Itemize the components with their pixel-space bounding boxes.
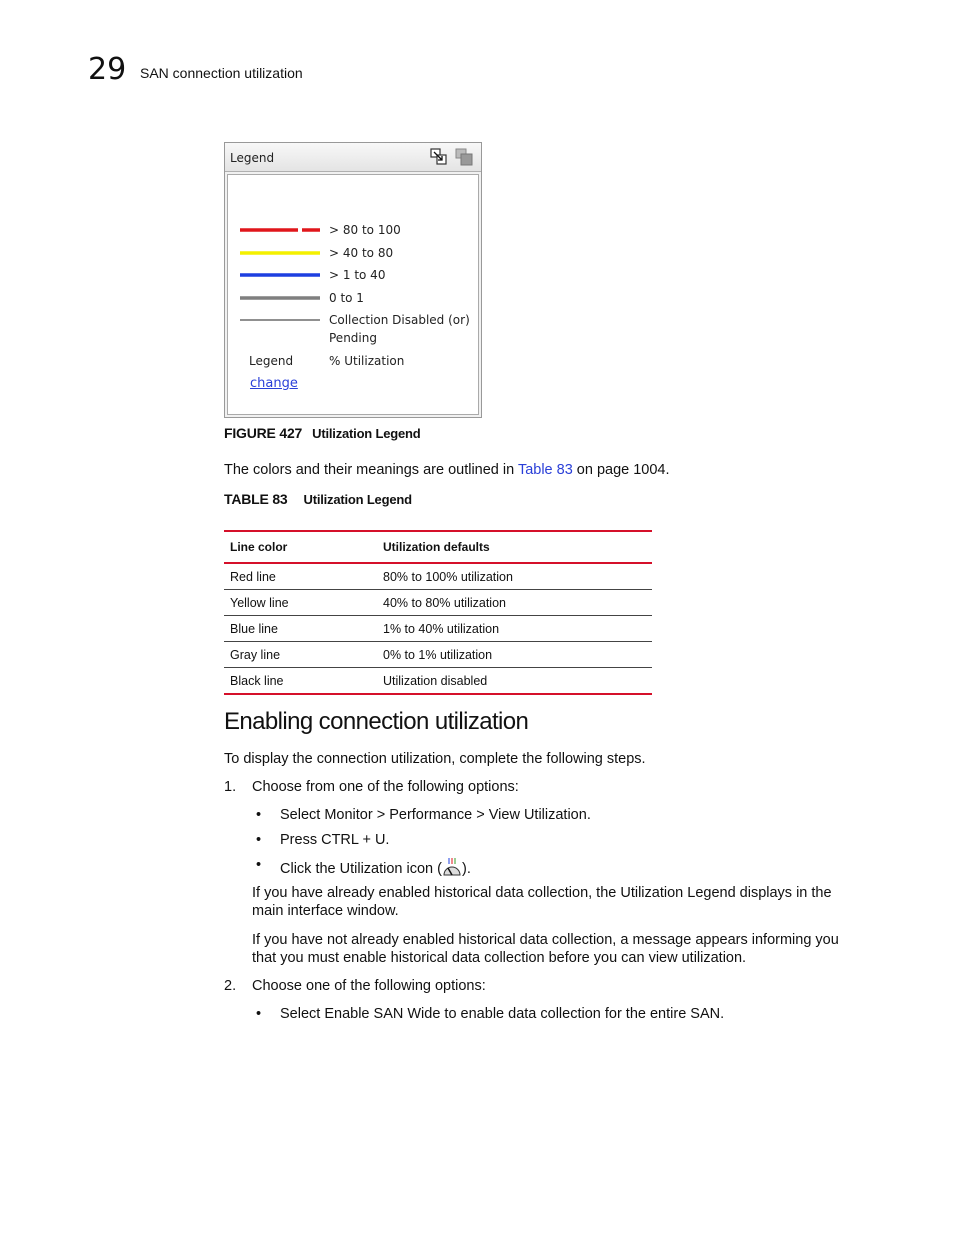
ui-menu-item: Enable SAN Wide — [324, 1006, 441, 1022]
table-row — [224, 563, 652, 590]
table-cell: 40% to 80% utilization — [377, 590, 652, 616]
utilization-legend-panel — [224, 142, 482, 418]
black-line-swatch — [240, 317, 320, 323]
legend-header — [225, 143, 481, 172]
step-2-number: 2. — [224, 978, 237, 994]
section-heading: Enabling connection utilization — [224, 708, 529, 735]
bullet-icon: • — [256, 832, 262, 848]
bullet-icon: • — [256, 807, 262, 823]
table-cell: Blue line — [224, 616, 377, 642]
utilization-legend-table — [224, 530, 652, 695]
legend-footer-right: % Utilization — [329, 354, 405, 368]
bullet-item — [256, 807, 591, 823]
bullet-text: . — [385, 832, 390, 848]
intro-text-before: The colors and their meanings are outlined in — [224, 462, 518, 478]
utilization-icon — [442, 857, 462, 881]
legend-label-black-2: Pending — [329, 331, 377, 345]
bullet-icon: • — [256, 857, 262, 873]
table-cell: Red line — [224, 563, 377, 590]
table-row — [224, 668, 652, 695]
column-header: Utilization defaults — [377, 531, 652, 563]
table-cell: Yellow line — [224, 590, 377, 616]
legend-title: Legend — [230, 151, 275, 165]
bullet-text: ). — [461, 861, 471, 877]
bullet-text: Select — [280, 807, 325, 823]
table-header-row — [224, 531, 652, 563]
chapter-title: SAN connection utilization — [140, 65, 303, 81]
table-cell: Utilization disabled — [377, 668, 652, 695]
paragraph-2-line-1: If you have not already enabled historical data collection, a message appears informing you — [252, 932, 839, 948]
figure-label: FIGURE 427 — [224, 425, 303, 441]
bullet-item — [256, 1006, 725, 1022]
restore-icon[interactable] — [455, 148, 473, 166]
table-cell: 80% to 100% utilization — [377, 563, 652, 590]
table-label: TABLE 83 — [224, 491, 288, 507]
table-caption-text: Utilization Legend — [303, 492, 412, 507]
table-cell: Gray line — [224, 642, 377, 668]
section-intro: To display the connection utilization, complete the following steps. — [224, 751, 646, 767]
legend-body — [227, 174, 479, 415]
bullet-text: Click the Utilization icon ( — [280, 861, 442, 877]
table-row — [224, 616, 652, 642]
bullet-text: Select — [280, 1006, 325, 1022]
intro-paragraph — [224, 462, 670, 478]
legend-label-blue: > 1 to 40 — [329, 268, 386, 282]
legend-label-red: > 80 to 100 — [329, 223, 401, 237]
undock-icon[interactable] — [430, 148, 448, 166]
figure-caption — [224, 425, 420, 441]
bullet-item — [256, 857, 471, 881]
red-line-swatch — [240, 227, 320, 233]
change-link[interactable]: change — [250, 376, 298, 391]
table-cell: 1% to 40% utilization — [377, 616, 652, 642]
paragraph-1-line-1: If you have already enabled historical data collection, the Utilization Legend displays in the — [252, 885, 832, 901]
yellow-line-swatch — [240, 250, 320, 256]
table-row — [224, 590, 652, 616]
table-cell: 0% to 1% utilization — [377, 642, 652, 668]
legend-label-gray: 0 to 1 — [329, 291, 364, 305]
table-row — [224, 642, 652, 668]
paragraph-1-line-2: main interface window. — [252, 903, 399, 919]
gray-line-swatch — [240, 295, 320, 301]
bullet-text: . — [586, 807, 591, 823]
ui-shortcut: CTRL + U — [321, 832, 386, 848]
bullet-text: Press — [280, 832, 322, 848]
legend-label-black: Collection Disabled (or) — [329, 313, 470, 327]
chapter-number: 29 — [88, 52, 127, 87]
figure-caption-text: Utilization Legend — [312, 426, 421, 441]
step-1-text: Choose from one of the following options: — [252, 779, 519, 795]
legend-label-yellow: > 40 to 80 — [329, 246, 394, 260]
bullet-text: to enable data collection for the entire SAN. — [440, 1006, 725, 1022]
blue-line-swatch — [240, 272, 320, 278]
ui-menu-path: Monitor > Performance > View Utilization — [324, 807, 587, 823]
table-cell: Black line — [224, 668, 377, 695]
paragraph-2-line-2: that you must enable historical data collection before you can view utilization. — [252, 950, 747, 966]
column-header: Line color — [224, 531, 377, 563]
step-1-number: 1. — [224, 779, 237, 795]
step-2-text: Choose one of the following options: — [252, 978, 486, 994]
bullet-icon: • — [256, 1006, 262, 1022]
intro-text-after: on page 1004. — [572, 462, 670, 478]
bullet-item — [256, 832, 390, 848]
table-caption — [224, 491, 412, 507]
legend-footer-left: Legend — [249, 354, 294, 368]
table-83-link[interactable]: Table 83 — [517, 462, 573, 478]
